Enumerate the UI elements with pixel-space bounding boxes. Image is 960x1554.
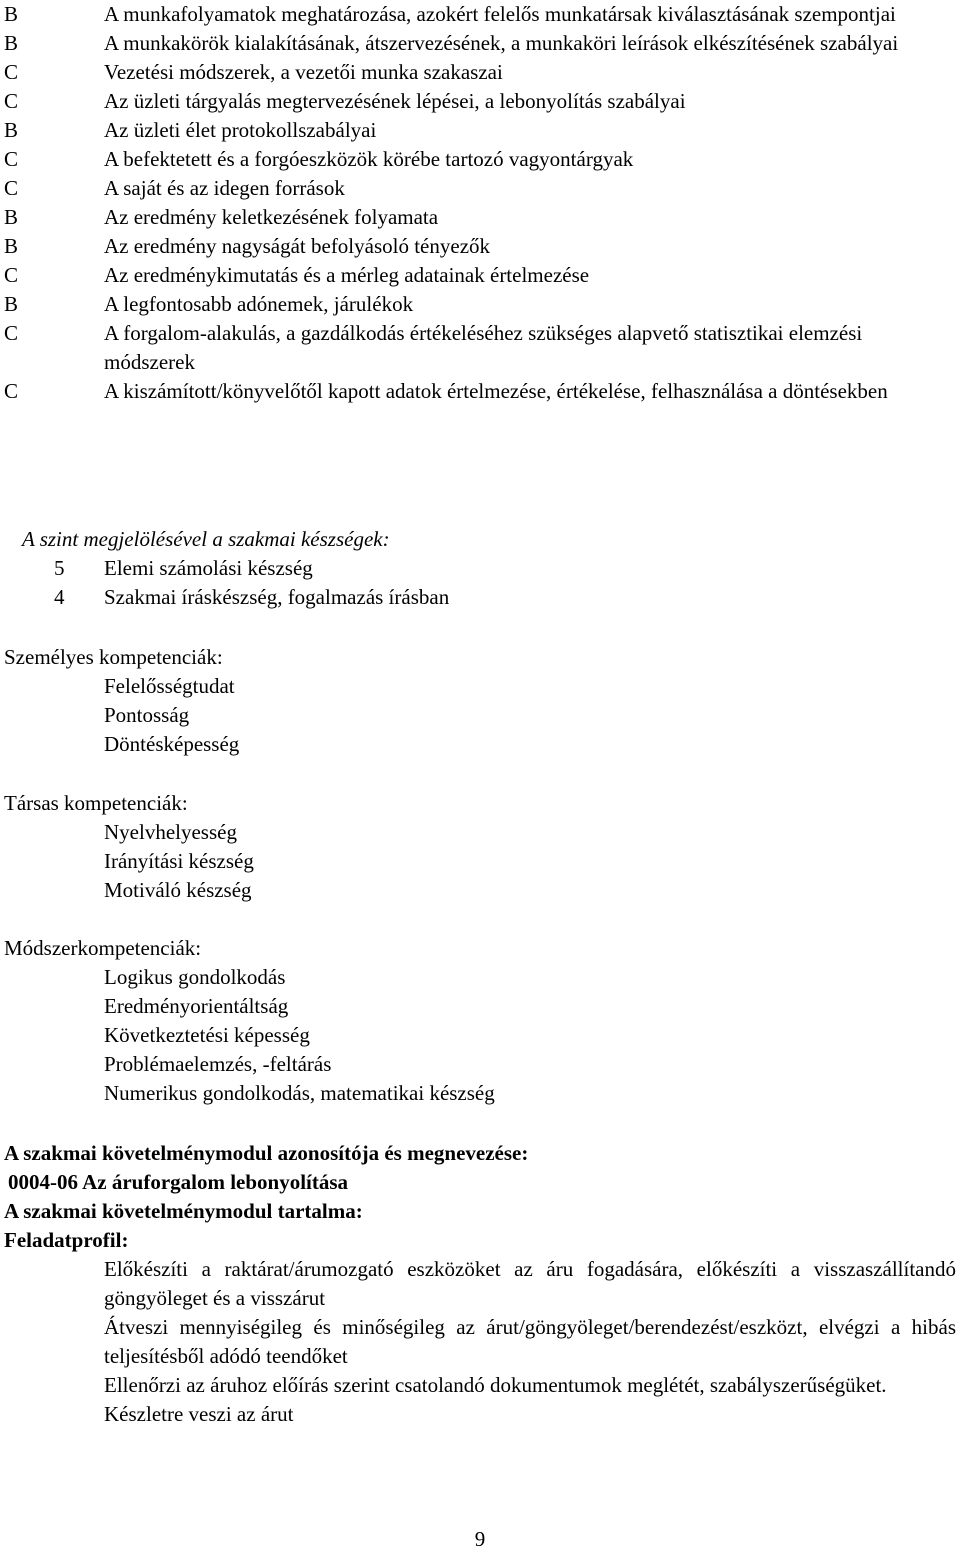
skill-row xyxy=(0,583,960,612)
competency-item: Logikus gondolkodás xyxy=(104,965,286,989)
module-section xyxy=(0,1139,960,1429)
topic-text: Az eredmény nagyságát befolyásoló tényezők xyxy=(104,234,491,258)
competency-item: Numerikus gondolkodás, matematikai készség xyxy=(104,1081,495,1105)
competency-item: Következtetési képesség xyxy=(104,1023,310,1047)
topic-row xyxy=(0,290,960,319)
module-id-line: 0004-06 Az áruforgalom lebonyolítása xyxy=(8,1170,349,1194)
topic-level: B xyxy=(4,118,19,142)
topic-text: A saját és az idegen források xyxy=(104,176,345,200)
topic-row xyxy=(0,87,960,116)
topic-text: A befektetett és a forgóeszközök körébe tartozó vagyontárgyak xyxy=(104,147,634,171)
topic-row xyxy=(0,58,960,87)
topic-row xyxy=(0,116,960,145)
competency-item: Irányítási készség xyxy=(104,849,254,873)
competency-item: Problémaelemzés, -feltárás xyxy=(104,1052,332,1076)
module-id-heading: A szakmai követelménymodul azonosítója és megnevezése: xyxy=(4,1141,529,1165)
topic-level: C xyxy=(4,379,19,403)
skill-level: 5 xyxy=(54,556,65,580)
topic-row xyxy=(0,319,960,377)
topic-text: A munkafolyamatok meghatározása, azokért felelős munkatársak kiválasztásának szempontjai xyxy=(104,2,896,26)
topic-level: B xyxy=(4,234,19,258)
topic-level: B xyxy=(4,2,19,26)
competency-item: Felelősségtudat xyxy=(104,674,235,698)
profile-item: Előkészíti a raktárat/árumozgató eszközöket az áru fogadására, előkészíti a visszaszállítandó göngyöleget és a visszárut xyxy=(104,1257,956,1310)
method-competencies xyxy=(0,934,960,1108)
social-competencies xyxy=(0,789,960,905)
profile-item: Ellenőrzi az áruhoz előírás szerint csatolandó dokumentumok meglétét, szabályszerűségüket. xyxy=(104,1373,887,1397)
topic-row xyxy=(0,203,960,232)
skill-text: Elemi számolási készség xyxy=(104,556,313,580)
topic-text: Az eredmény keletkezésének folyamata xyxy=(104,205,439,229)
topic-row xyxy=(0,145,960,174)
skills-heading: A szint megjelölésével a szakmai készségek: xyxy=(22,527,390,551)
competency-item: Pontosság xyxy=(104,703,190,727)
topic-text: Az üzleti tárgyalás megtervezésének lépései, a lebonyolítás szabályai xyxy=(104,89,686,113)
topic-row xyxy=(0,232,960,261)
profile-item: Átveszi mennyiségileg és minőségileg az árut/göngyöleget/berendezést/eszközt, elvégzi a hibás teljesítésből adódó teendőket xyxy=(104,1315,956,1368)
topic-level: B xyxy=(4,205,19,229)
topic-text: A legfontosabb adónemek, járulékok xyxy=(104,292,414,316)
skills-section xyxy=(0,525,960,612)
topic-text: Az eredménykimutatás és a mérleg adatainak értelmezése xyxy=(104,263,590,287)
topic-row xyxy=(0,0,960,29)
competency-item: Döntésképesség xyxy=(104,732,240,756)
topic-level: B xyxy=(4,292,19,316)
competency-item: Motiváló készség xyxy=(104,878,252,902)
topic-row xyxy=(0,174,960,203)
page-number: 9 xyxy=(474,1527,486,1551)
module-content-heading: A szakmai követelménymodul tartalma: xyxy=(4,1199,363,1223)
personal-competencies xyxy=(0,643,960,759)
competency-item: Eredményorientáltság xyxy=(104,994,289,1018)
topic-text: A kiszámított/könyvelőtől kapott adatok értelmezése, értékelése, felhasználása a döntésekben xyxy=(104,379,888,403)
topic-row xyxy=(0,29,960,58)
topic-level: C xyxy=(4,321,19,345)
topic-level: C xyxy=(4,263,19,287)
topic-level: C xyxy=(4,60,19,84)
topic-list xyxy=(0,0,960,406)
skill-level: 4 xyxy=(54,585,65,609)
competency-item: Nyelvhelyesség xyxy=(104,820,237,844)
skill-text: Szakmai íráskészség, fogalmazás írásban xyxy=(104,585,450,609)
topic-text: A munkakörök kialakításának, átszervezésének, a munkaköri leírások elkészítésének szabályai xyxy=(104,31,899,55)
topic-level: C xyxy=(4,176,19,200)
topic-text: A forgalom-alakulás, a gazdálkodás értékeléséhez szükséges alapvető statisztikai elemzési módszerek xyxy=(104,321,863,374)
topic-text: Az üzleti élet protokollszabályai xyxy=(104,118,377,142)
topic-level: C xyxy=(4,89,19,113)
topic-row xyxy=(0,261,960,290)
profile-item: Készletre veszi az árut xyxy=(104,1402,294,1426)
topic-level: B xyxy=(4,31,19,55)
skill-row xyxy=(0,554,960,583)
social-heading: Társas kompetenciák: xyxy=(4,791,188,815)
topic-level: C xyxy=(4,147,19,171)
personal-heading: Személyes kompetenciák: xyxy=(4,645,223,669)
topic-text: Vezetési módszerek, a vezetői munka szakaszai xyxy=(104,60,503,84)
method-heading: Módszerkompetenciák: xyxy=(4,936,202,960)
topic-row xyxy=(0,377,960,406)
profile-heading: Feladatprofil: xyxy=(4,1228,129,1252)
